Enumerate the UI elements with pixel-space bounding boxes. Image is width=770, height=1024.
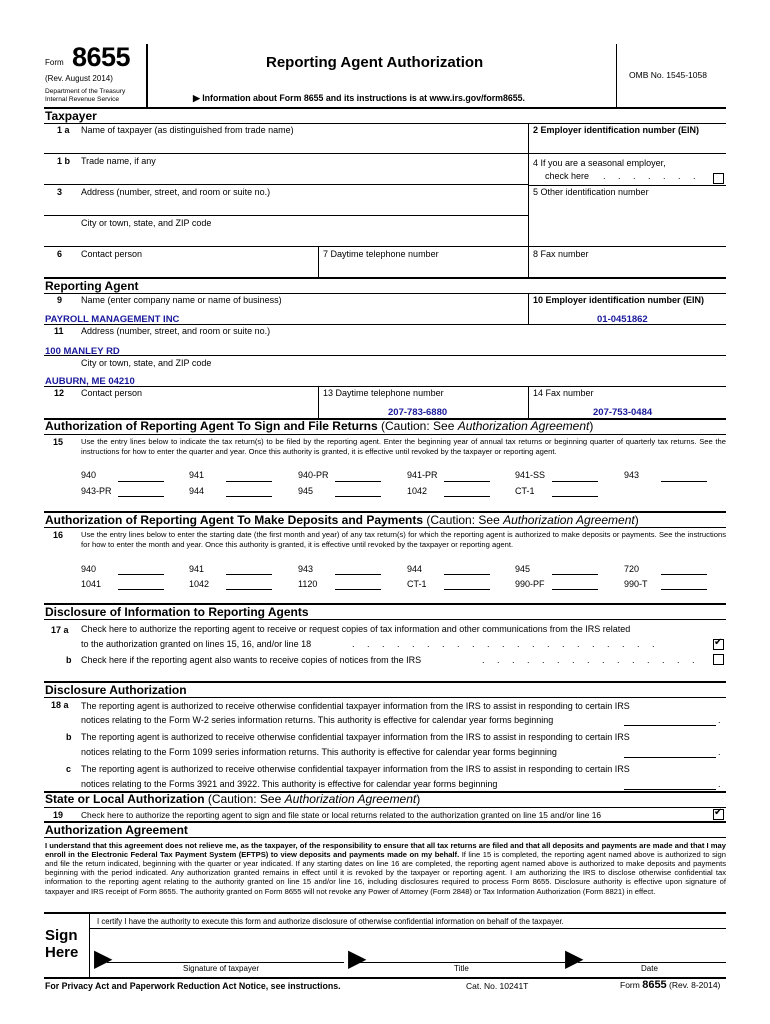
title-arrow-icon: ▶ [348,945,367,972]
agent-contact-label: Contact person [81,388,143,398]
entry-line-941[interactable] [226,481,272,482]
form-label: CT-1 [515,486,535,496]
deposit-line-990-t[interactable] [661,589,707,590]
line-18b-year-field[interactable] [624,757,716,758]
line-17a-dots: . . . . . . . . . . . . . . . . . . . . . [352,639,660,649]
line-18c-year-field[interactable] [624,789,716,790]
line-18b-text-2: notices relating to the Form 1099 series information returns. This authority is effective for calendar year forms beginning [81,747,557,757]
form-label: 720 [624,564,640,574]
title-label: Title [454,964,469,973]
form-label: 945 [515,564,531,574]
entry-line-ct-1[interactable] [552,496,598,497]
form-label: 990-T [624,579,648,589]
line-18a-year-field[interactable] [624,725,716,726]
line-11-number: 11 [54,326,64,336]
line-17a-text-2: to the authorization granted on lines 15, 16, and/or line 18 [81,639,312,649]
deposit-line-945[interactable] [552,574,598,575]
line-18a-text: The reporting agent is authorized to receive otherwise confidential taxpayer information from the IRS to assist in responding to certain IRS [81,701,630,711]
date-field[interactable] [578,962,726,963]
sign-file-heading: Authorization of Reporting Agent To Sign and File Returns (Caution: See Authorization Agreement) [45,419,594,433]
deposit-line-1041[interactable] [118,589,164,590]
agent-ein-label: 10 Employer identification number (EIN) [533,295,705,305]
reporting-agent-heading: Reporting Agent [45,279,139,293]
deposit-line-990-pf[interactable] [552,589,598,590]
deposit-line-1120[interactable] [335,589,381,590]
form-label: 941-SS [515,470,546,480]
sign-arrow-icon: ▶ [94,945,113,972]
disclosure-heading: Disclosure of Information to Reporting Agents [45,605,309,619]
form-title: Reporting Agent Authorization [266,54,484,71]
entry-line-943[interactable] [661,481,707,482]
taxpayer-name-field[interactable] [80,137,524,151]
deposits-heading: Authorization of Reporting Agent To Make Deposits and Payments (Caution: See Authorization Agreement) [45,513,639,527]
form-number: 8655 [72,42,131,72]
date-label: Date [641,964,658,973]
entry-line-943-pr[interactable] [118,496,164,497]
line-12-number: 12 [54,388,65,398]
instructions-info: ▶ Information about Form 8655 and its instructions is at www.irs.gov/form8655. [193,93,525,103]
line-16-number: 16 [53,530,64,540]
taxpayer-ein-field[interactable] [532,137,722,151]
line-6-number: 6 [57,249,63,259]
revision-date: (Rev. August 2014) [45,74,113,83]
form-label: 940 [81,564,97,574]
line-15-number: 15 [53,437,64,447]
privacy-notice: For Privacy Act and Paperwork Reduction Act Notice, see instructions. [45,981,341,991]
omb-number: OMB No. 1545-1058 [629,70,707,80]
taxpayer-city-label: City or town, state, and ZIP code [81,218,212,228]
deposit-line-944[interactable] [444,574,490,575]
form-label: 1120 [298,579,318,589]
form-label: 944 [189,486,205,496]
state-local-checkbox[interactable] [713,809,724,820]
agent-address-label: Address (number, street, and room or suite no.) [81,326,271,336]
deposit-line-941[interactable] [226,574,272,575]
agent-name-value[interactable]: PAYROLL MANAGEMENT INC [45,314,180,325]
form-label: 1041 [81,579,102,589]
line-18c-text: The reporting agent is authorized to receive otherwise confidential taxpayer information from the IRS to assist in responding to certain IRS [81,764,630,774]
deposit-line-ct-1[interactable] [444,589,490,590]
signature-label: Signature of taxpayer [183,964,260,973]
ein-label: 2 Employer identification number (EIN) [533,125,700,135]
form-label: 943 [298,564,314,574]
agent-phone-value[interactable]: 207-783-6880 [388,407,448,418]
here-label: Here [45,944,79,961]
form-label: CT-1 [407,579,427,589]
form-label: 1042 [189,579,210,589]
line-19-text: Check here to authorize the reporting agent to sign and file state or local returns related to the authorization granted on line 15 and/or line 16 [81,810,602,820]
line-19-number: 19 [53,810,64,820]
agent-fax-label: 14 Fax number [533,388,594,398]
line-17b-dots: . . . . . . . . . . . . . . . [482,655,700,665]
period: . [718,747,721,757]
form-label: 941 [189,470,205,480]
other-id-label: 5 Other identification number [533,187,649,197]
line-17b-number: b [66,655,72,665]
form-label: 940 [81,470,97,480]
form-label: 940-PR [298,470,329,480]
disclosure-authorization-heading: Disclosure Authorization [45,683,187,697]
state-local-heading: State or Local Authorization (Caution: See Authorization Agreement) [45,792,421,806]
fax-label: 8 Fax number [533,249,589,259]
phone-label: 7 Daytime telephone number [323,249,439,259]
form-label: 945 [298,486,314,496]
deposit-line-943[interactable] [335,574,381,575]
line-17a-text: Check here to authorize the reporting agent to receive or request copies of tax information and other communications from the IRS related [81,624,631,634]
agent-name-label: Name (enter company name or name of business) [81,295,282,305]
form-label: 941-PR [407,470,438,480]
agent-fax-value[interactable]: 207-753-0484 [593,407,653,418]
entry-line-945[interactable] [335,496,381,497]
line-1a-number: 1 a [57,125,70,135]
line-16-text: Use the entry lines below to enter the starting date (the first month and year) of any tax return(s) for which the reporting agent is authorized to make deposits or payments. See the instructions for how to enter the month and year. Once this authority is granted, it is effective until revoked by the taxpayer or reporting agent. [81,530,726,550]
entry-line-940[interactable] [118,481,164,482]
taxpayer-name-label: Name of taxpayer (as distinguished from trade name) [81,125,294,135]
entry-line-944[interactable] [226,496,272,497]
entry-line-1042[interactable] [444,496,490,497]
sign-label: Sign [45,927,78,944]
taxpayer-address-label: Address (number, street, and room or suite no.) [81,187,271,197]
seasonal-dots: . . . . . . . [603,171,701,181]
line-18b-text: The reporting agent is authorized to receive otherwise confidential taxpayer information from the IRS to assist in responding to certain IRS [81,732,630,742]
agent-city-value[interactable]: AUBURN, ME 04210 [45,376,135,387]
period: . [718,779,721,789]
seasonal-label: 4 If you are a seasonal employer, [533,158,666,168]
period: . [718,715,721,725]
trade-name-label: Trade name, if any [81,156,156,166]
agreement-text: I understand that this agreement does not relieve me, as the taxpayer, of the responsibility to ensure that all tax returns are filed and that all deposits and payments are made and that I may enroll in the Electronic Federal Tax Payment System (EFTPS) to view deposits and payments made on my behalf. If line 15 is completed, the reporting agent named above is authorized to sign and file the return indicated, beginning with the quarter or year indicated. If any starting dates on line 16 are completed, the reporting agent named above is authorized to make deposits and payments beginning with the period indicated. Any authorization granted remains in effect until it is revoked by the taxpayer or reporting agent. I am authorizing the IRS to disclose otherwise confidential tax information to the reporting agent relating to the authority granted on line 15 and/or line 16, including disclosures required to process Form 8655. Disclosure authority is effective upon signature of taxpayer and IRS receipt of Form 8655. The authority granted on Form 8655 will not revoke any Power of Attorney (Form 2848) or Tax Information Authorization (Form 8821) in effect. [45,841,726,896]
agent-city-label: City or town, state, and ZIP code [81,358,212,368]
line-18b-number: b [66,732,72,742]
contact-person-label: Contact person [81,249,143,259]
form-label: 941 [189,564,205,574]
line-1b-number: 1 b [57,156,71,166]
line-9-number: 9 [57,295,63,305]
entry-line-941-ss[interactable] [552,481,598,482]
line-18a-number: 18 a [51,700,69,710]
line-3-number: 3 [57,187,63,197]
disclosure-17b-checkbox[interactable] [713,654,724,665]
seasonal-checkbox[interactable] [713,173,724,184]
form-label: 943-PR [81,486,112,496]
entry-line-941-pr[interactable] [444,481,490,482]
certification-text: I certify I have the authority to execute this form and authorize disclosure of otherwise confidential information on behalf of the taxpayer. [97,917,564,926]
agency: Internal Revenue Service [45,96,120,103]
authorization-agreement-heading: Authorization Agreement [45,823,188,837]
date-arrow-icon: ▶ [565,945,584,972]
signature-field[interactable] [107,962,344,963]
form-word: Form [45,58,64,67]
agent-ein-value[interactable]: 01-0451862 [597,314,648,325]
deposit-line-720[interactable] [661,574,707,575]
seasonal-check-label: check here [545,171,590,181]
line-18a-text-2: notices relating to the Form W-2 series information returns. This authority is effective for calendar year forms beginning [81,715,554,725]
taxpayer-heading: Taxpayer [45,109,97,123]
entry-line-940-pr[interactable] [335,481,381,482]
disclosure-17a-checkbox[interactable] [713,639,724,650]
form-label: 990-PF [515,579,545,589]
deposit-line-1042[interactable] [226,589,272,590]
agent-address-value[interactable]: 100 MANLEY RD [45,346,120,357]
footer-form-id: Form 8655 (Rev. 8-2014) [620,979,721,991]
title-field[interactable] [360,962,565,963]
line-17b-text: Check here if the reporting agent also wants to receive copies of notices from the IRS [81,655,422,665]
deposit-line-940[interactable] [118,574,164,575]
form-label: 943 [624,470,640,480]
department: Department of the Treasury [45,88,126,95]
form-label: 944 [407,564,423,574]
line-18c-text-2: notices relating to the Forms 3921 and 3922. This authority is effective for calendar year forms beginning [81,779,498,789]
line-17a-number: 17 a [51,625,69,635]
catalog-number: Cat. No. 10241T [466,981,529,991]
form-label: 1042 [407,486,428,496]
line-18c-number: c [66,764,72,774]
line-15-text: Use the entry lines below to indicate the tax return(s) to be filed by the reporting agent. Enter the beginning year of annual tax returns or beginning quarter of quarterly tax returns. See the instructions for how to enter the quarter and year. Once this authority is granted, it is effective until revoked by the taxpayer or reporting agent. [81,437,726,457]
agent-phone-label: 13 Daytime telephone number [323,388,444,398]
